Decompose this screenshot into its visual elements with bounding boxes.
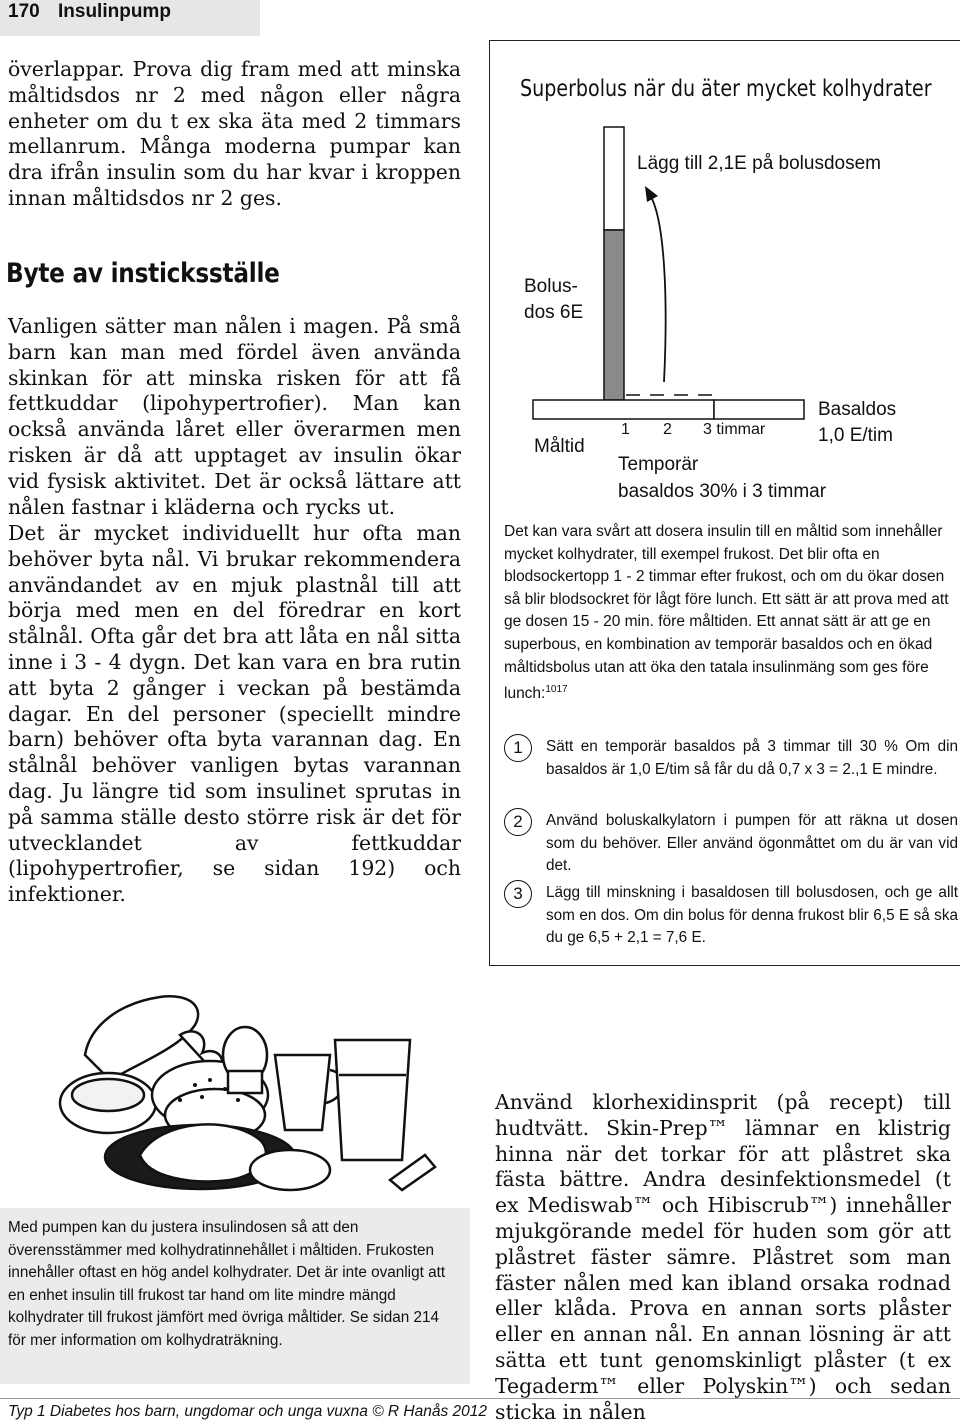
temporary-label-line-2: basaldos 30% i 3 timmar bbox=[618, 481, 827, 502]
step-3-text: Lägg till minskning i basaldosen till bolusdosen, och ge allt som en dos. Om din bolus för denna frukost blir 6,5 E så ska du ge 6,5 + 2,1 = 7,6 E. bbox=[546, 884, 958, 947]
bolus-label-line-2: dos 6E bbox=[524, 302, 584, 323]
step-1-text: Sätt en temporär basaldos på 3 timmar till 30 % Om din basaldos är 1,0 E/tim så får du då 0,7 x 3 = 2.,1 E mindre. bbox=[546, 738, 958, 778]
bolus-label-line-1: Bolus- bbox=[524, 276, 578, 297]
add-arrow bbox=[650, 195, 666, 382]
body-paragraph-3: Det är mycket individuellt hur ofta man behöver byta nål. Vi brukar rekommendera användandet av en mjuk plastnål till att börja med men en del föredrar en kort stålnål. Ofta går det bra att låta en nål sitta inne i 3 - 4 dygn. Det kan vara en bra rutin att byta 2 gånger i veckan på bestämda dagar. En del personer (speciellt mindre barn) behöver ofta byta varannan dag. En stålnål behöver vanligen bytas varannan dag. Ju längre tid som insulinet sprutas in på samma ställe desto större risk är det för utvecklandet av fettkuddar (lipohypertrofier, se sidan 192) och infektioner. bbox=[8, 521, 461, 907]
seed-dot bbox=[223, 1087, 227, 1091]
seed-dot bbox=[178, 1098, 182, 1102]
breakfast-illustration bbox=[30, 985, 450, 1210]
body-paragraph-1: överlappar. Prova dig fram med att minska måltidsdos nr 2 med någon eller några enheter om du t ex ska äta med 2 timmars mellanrum. Många moderna pumpar kan dra ifrån insulin som du har kvar i kroppen innan måltidsdos nr 2 ges. bbox=[8, 57, 461, 210]
reference-superscript: 1017 bbox=[545, 684, 568, 696]
running-title: Insulinpump bbox=[58, 1, 171, 22]
added-bolus-bar bbox=[604, 127, 624, 230]
step-1-number-icon: 1 bbox=[504, 734, 532, 762]
temporary-basal-bar bbox=[533, 400, 714, 419]
basal-label-line-1: Basaldos bbox=[818, 399, 897, 420]
tick-label-3: 3 timmar bbox=[703, 421, 766, 438]
diagram-title: Superbolus när du äter mycket kolhydrater bbox=[520, 76, 932, 102]
page-footer: Typ 1 Diabetes hos barn, ungdomar och unga vuxna © R Hanås 2012 bbox=[8, 1403, 488, 1420]
body-paragraph-4: Använd klorhexidinsprit (på recept) till hudtvätt. Skin-Prep™ lämnar en klistrig hinna när det torkar för att plåstret ska fästa bättre. Andra desinfektionsmedel (t ex Mediswab™ och Hibiscrub™) innehåller mjukgörande medel för huden som gör att plåstret fäster sämre. Plåstret som man fäster nålen med kan ibland orsaka rodnad eller klåda. Prova en annan sorts plåster eller en annan nål. En annan lösning är att sätta ett tunt genomskinligt plåster (t ex Tegaderm™ eller Polyskin™) och sedan sticka in nålen bbox=[495, 1090, 951, 1424]
temporary-label-line-1: Temporär bbox=[618, 454, 699, 475]
basal-bar bbox=[714, 400, 804, 419]
cheese-shape bbox=[250, 1150, 330, 1190]
glass-shape bbox=[335, 1040, 410, 1160]
step-2-number-icon: 2 bbox=[504, 808, 532, 836]
seed-dot bbox=[236, 1098, 240, 1102]
seed-dot bbox=[193, 1083, 197, 1087]
egg-cup-shape bbox=[228, 1071, 262, 1093]
illustration-caption: Med pumpen kan du justera insulindosen så att den överensstämmer med kolhydratinnehållet i måltiden. Frukosten innehåller oftast en hög andel kolhydrater. Det är inte ovanligt att en enhet insulin till frukost tar hand om lite mindre mängd kolhydrater till frukost jämfört med övriga måltider. Se sidan 214 för mer information om kolhydraträkning. bbox=[8, 1219, 446, 1349]
sidebar-intro bbox=[504, 521, 954, 706]
meal-label: Måltid bbox=[534, 436, 585, 457]
step-2-text: Använd boluskalkylatorn i pumpen för att räkna ut dosen som du behöver. Eller använd ögonmåttet om du är van vid det. bbox=[546, 812, 958, 875]
page-number: 170 bbox=[8, 1, 40, 22]
bowl-contents-shape bbox=[72, 1079, 144, 1111]
cup-shape bbox=[275, 1055, 330, 1130]
tick-label-2: 2 bbox=[663, 421, 672, 438]
section-heading: Byte av insticksställe bbox=[6, 258, 280, 289]
step-3-number-icon: 3 bbox=[504, 880, 532, 908]
add-label: Lägg till 2,1E på bolusdosem bbox=[637, 153, 881, 174]
sidebar-intro-text: Det kan vara svårt att dosera insulin till en måltid som innehåller mycket kolhydrater, till exempel frukost. Det blir ofta en blodsockertopp 1 - 2 timmar efter frukost, och om du ökar dosen så blir blodsockret för lågt före lunch. Ett sätt är att prova med att ge dosen 15 - 20 min. före måltiden. Ett annat sätt är att ge en superbous, en kombination av temporär basaldos och en ökad måltidsbolus utan att öka den tatala insulinmäng som ges före lunch: bbox=[504, 523, 949, 703]
seed-dot bbox=[208, 1078, 212, 1082]
seed-dot bbox=[200, 1095, 204, 1099]
tick-label-1: 1 bbox=[621, 421, 630, 438]
basal-label-line-2: 1,0 E/tim bbox=[818, 425, 893, 446]
bolus-bar bbox=[604, 230, 624, 400]
body-paragraph-2: Vanligen sätter man nålen i magen. På små barn kan man med fördel även använda skinkan för att minska risken för att få fettkuddar (lipohypertrofier). Man kan också använda låret eller överarmen men risken är då att upptaget av insulin ökar vid fysisk aktivitet. Det är också lättare att nålen fastnar i kläderna och rycks ut. bbox=[8, 314, 461, 519]
footer-rule bbox=[0, 1398, 960, 1399]
